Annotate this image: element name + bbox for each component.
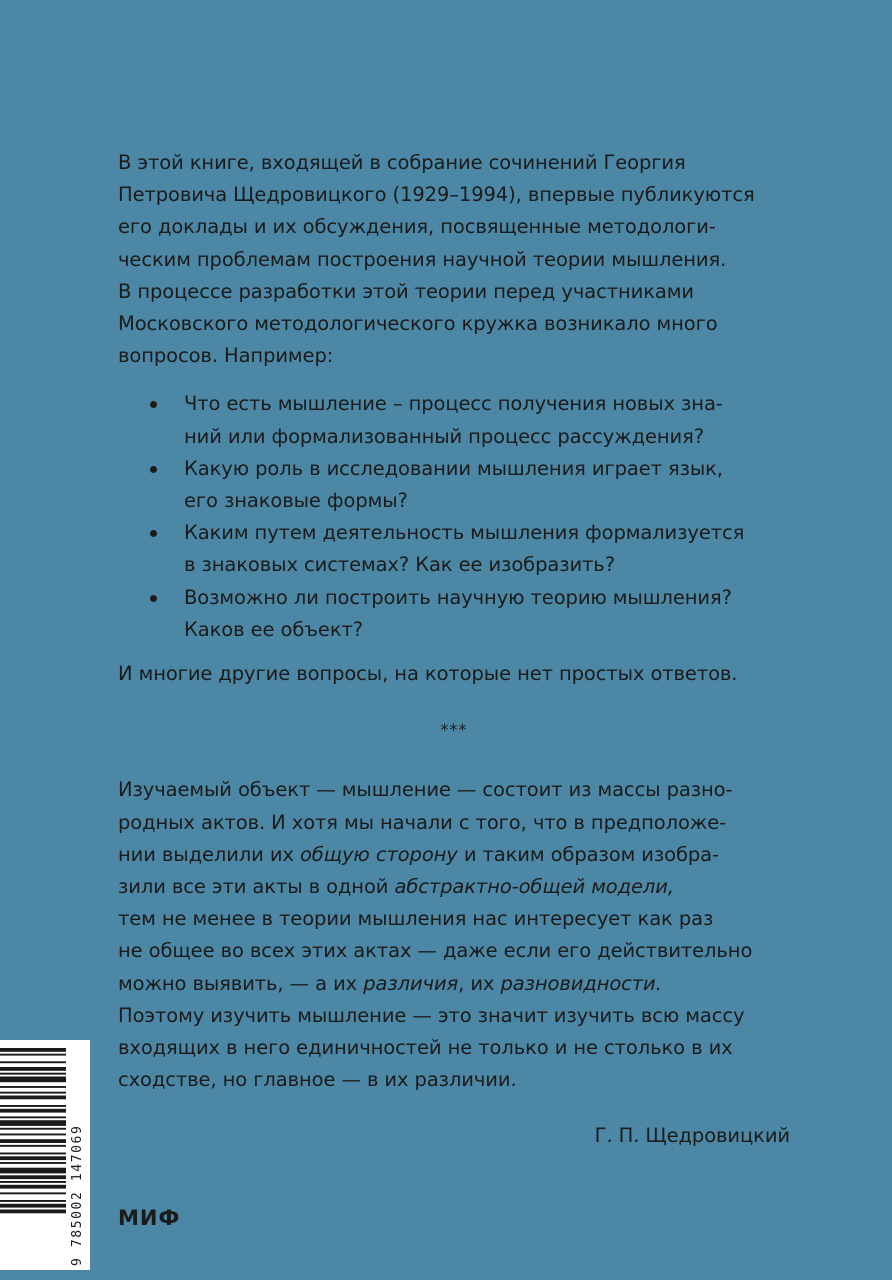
barcode-bar xyxy=(0,1162,66,1164)
quote-line: сходстве, но главное — в их различии. xyxy=(118,1068,517,1092)
emphasis: различия xyxy=(363,971,459,995)
barcode-bar xyxy=(0,1175,66,1179)
annotation-text xyxy=(118,147,790,1153)
barcode-bar xyxy=(0,1073,66,1075)
question-item xyxy=(118,388,790,452)
intro-paragraph xyxy=(118,147,790,372)
question-line: Возможно ли построить научную теорию мышления? xyxy=(184,585,732,609)
barcode-bar xyxy=(0,1156,66,1160)
publisher-logo: МИФ xyxy=(118,1206,181,1230)
question-line: Каким путем деятельность мышления формализуется xyxy=(184,521,745,545)
quote-line: Поэтому изучить мышление — это значит изучить всю массу xyxy=(118,1003,745,1027)
question-line: Каков ее объект? xyxy=(184,617,364,641)
barcode-bar xyxy=(0,1054,66,1056)
barcode-bar xyxy=(0,1200,66,1202)
quote-paragraph xyxy=(118,774,790,1096)
question-item xyxy=(118,582,790,646)
barcode-bar xyxy=(0,1204,66,1208)
barcode-bar xyxy=(0,1096,66,1100)
isbn-barcode xyxy=(0,1040,90,1270)
barcode-bar xyxy=(0,1077,66,1083)
quote-line: родных актов. И хотя мы начали с того, что в предположе- xyxy=(118,810,727,834)
barcode-bar xyxy=(0,1181,66,1183)
barcode-bar xyxy=(0,1116,66,1118)
barcode-bar xyxy=(0,1210,66,1214)
barcode-bar xyxy=(0,1145,66,1147)
question-line: Что есть мышление – процесс получения новых зна- xyxy=(184,392,723,416)
intro-line: Московского методологического кружка возникало много xyxy=(118,312,718,336)
barcode-bar xyxy=(0,1192,66,1194)
intro-line: Петровича Щедровицкого (1929–1994), впервые публикуются xyxy=(118,183,755,207)
intro-line: ческим проблемам построения научной теории мышления. xyxy=(118,247,727,271)
barcode-bar xyxy=(0,1109,66,1113)
closing-sentence: И многие другие вопросы, на которые нет простых ответов. xyxy=(118,662,738,686)
question-list xyxy=(118,388,790,646)
barcode-bar xyxy=(0,1067,66,1071)
quote-line: Изучаемый объект — мышление — состоит из массы разно- xyxy=(118,778,733,802)
question-line: ний или формализованный процесс рассуждения? xyxy=(184,424,705,448)
barcode-bar xyxy=(0,1128,66,1130)
barcode-bar xyxy=(0,1092,66,1094)
question-line: Какую роль в исследовании мышления играет язык, xyxy=(184,456,723,480)
quote-line: тем не менее в теории мышления нас интересует как раз xyxy=(118,907,714,931)
question-item xyxy=(118,517,790,581)
barcode-bar xyxy=(0,1120,66,1126)
barcode-bar xyxy=(0,1139,66,1143)
barcode-digits: 9 785002 147069 xyxy=(70,1124,85,1266)
question-line: его знаковые формы? xyxy=(184,489,408,513)
quote-line: не общее во всех этих актах — даже если его действительно xyxy=(118,939,753,963)
quote-line: можно выявить, — а их различия, их разновидности. xyxy=(118,971,662,995)
barcode-bar xyxy=(0,1048,66,1052)
barcode-bar xyxy=(0,1086,66,1088)
emphasis: абстрактно-общей модели, xyxy=(394,875,674,899)
quote-author: Г. П. Щедровицкий xyxy=(594,1124,790,1148)
section-separator: *** xyxy=(440,720,468,740)
emphasis: общую сторону xyxy=(299,842,458,866)
quote-line: зили все эти акты в одной абстрактно-общей модели, xyxy=(118,875,674,899)
intro-line: В этой книге, входящей в собрание сочинений Георгия xyxy=(118,151,686,174)
barcode-bar xyxy=(0,1105,66,1107)
emphasis: разновидности. xyxy=(500,971,662,995)
question-line: в знаковых системах? Как ее изобразить? xyxy=(184,553,615,577)
quote-line: входящих в него единичностей не только и не столько в их xyxy=(118,1036,733,1060)
barcode-bar xyxy=(0,1153,66,1155)
intro-line: его доклады и их обсуждения, посвященные методологи- xyxy=(118,215,716,239)
intro-line: вопросов. Например: xyxy=(118,344,334,368)
barcode-bar xyxy=(0,1185,66,1189)
barcode-bar xyxy=(0,1168,66,1174)
intro-line: В процессе разработки этой теории перед участниками xyxy=(118,279,694,303)
quote-line: нии выделили их общую сторону и таким образом изобра- xyxy=(118,842,719,866)
barcode-bar xyxy=(0,1061,66,1063)
barcode-bar xyxy=(0,1134,66,1136)
question-item xyxy=(118,453,790,517)
